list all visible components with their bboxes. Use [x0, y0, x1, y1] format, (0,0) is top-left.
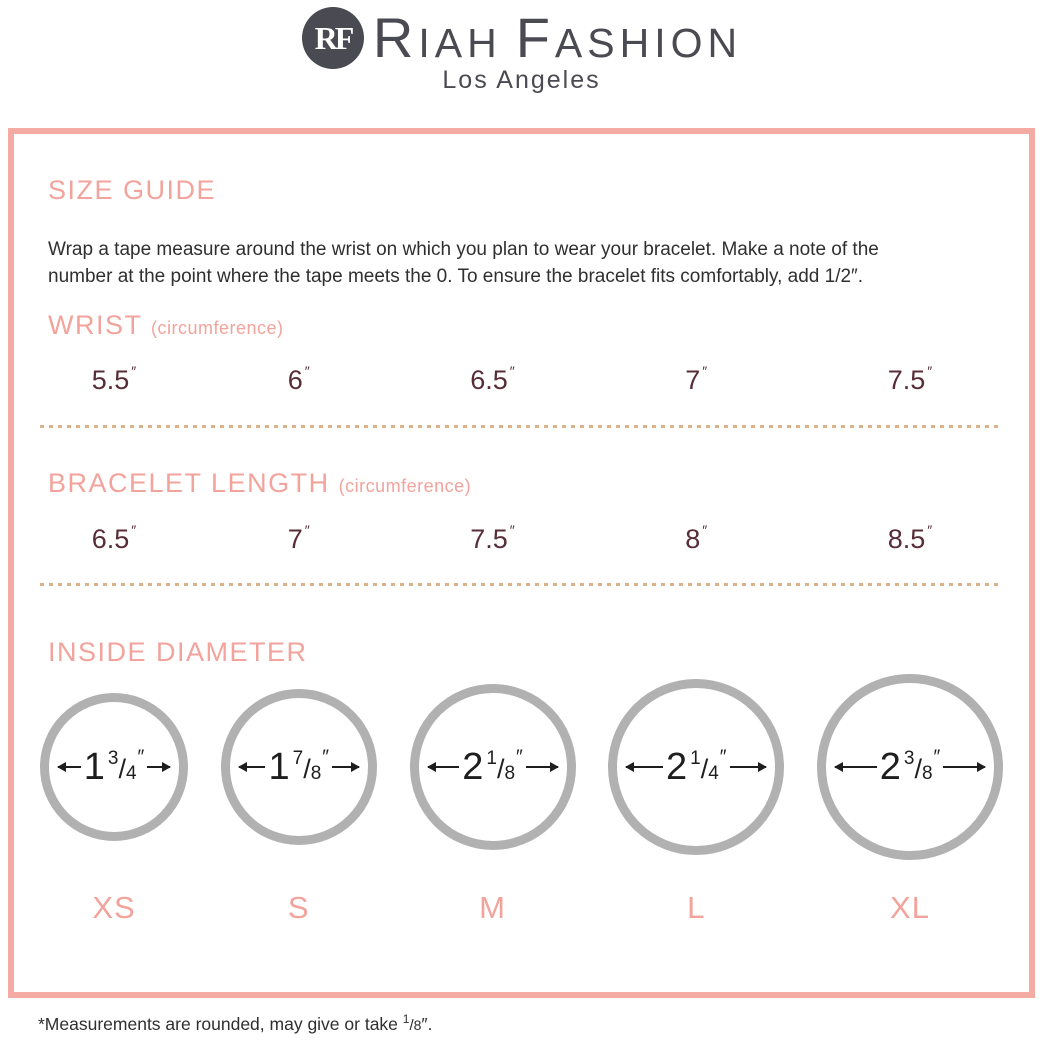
- inch-mark: ″: [702, 521, 708, 538]
- diameter-label: INSIDE DIAMETER: [48, 637, 308, 668]
- bracelet-value-text: 8.5: [887, 523, 926, 554]
- diameter-circle-cell: [221, 689, 377, 845]
- arrow-left-icon: [428, 766, 460, 768]
- footnote-fraction-denominator: 8: [413, 1017, 422, 1033]
- arrow-left-icon: [626, 766, 663, 768]
- brand-name-initial-1: R: [372, 6, 419, 69]
- fraction-slash: /: [914, 754, 922, 785]
- bracelet-value-text: 7.5: [470, 523, 508, 554]
- inch-mark: ″: [927, 363, 933, 380]
- inch-mark: ″: [131, 521, 137, 538]
- fraction-denominator: 8: [310, 763, 322, 785]
- fraction-numerator: 1: [690, 748, 701, 770]
- inch-mark: ″: [322, 747, 330, 769]
- diameter-circle-cell: [608, 679, 784, 855]
- wrist-value: [608, 364, 784, 396]
- inch-mark: ″: [702, 363, 708, 380]
- wrist-value-text: 6.5: [470, 365, 508, 396]
- intro-line-1: Wrap a tape measure around the wrist on which you plan to wear your bracelet. Make a note of the: [48, 238, 879, 260]
- brand-name-initial-2: F: [515, 6, 555, 69]
- diameter-measurement: [462, 746, 523, 789]
- arrow-right-icon: [943, 766, 985, 768]
- arrow-left-icon: [239, 766, 266, 768]
- bracelet-value: [817, 523, 1003, 555]
- fraction-slash: /: [700, 754, 709, 785]
- wrist-value: [410, 364, 576, 396]
- wrist-value-text: 5.5: [91, 365, 130, 396]
- diameter-circle-cell: [40, 693, 188, 841]
- dotted-divider: [40, 425, 1003, 428]
- fraction-numerator: 1: [486, 748, 497, 770]
- size-label-l: L: [687, 890, 706, 926]
- diameter-circle-xl: [817, 674, 1003, 860]
- measurement-whole: 2: [665, 746, 688, 789]
- wrist-value: [221, 364, 377, 396]
- bracelet-label: BRACELET LENGTH: [48, 468, 330, 499]
- brand-name: [372, 6, 743, 69]
- footnote-fraction-numerator: 1: [402, 1012, 410, 1026]
- brand-name-rest-1: IAH: [418, 20, 502, 66]
- size-label-s: S: [287, 890, 310, 926]
- fraction-numerator: 7: [292, 748, 304, 770]
- size-guide-box: [8, 128, 1035, 998]
- brand-subtitle: Los Angeles: [442, 66, 601, 94]
- wrist-value-text: 7: [685, 365, 701, 396]
- inch-mark: ″: [304, 363, 310, 380]
- size-guide-title: SIZE GUIDE: [48, 175, 217, 205]
- inch-mark: ″: [516, 747, 523, 769]
- wrist-value: [817, 364, 1003, 396]
- inch-mark: ″: [719, 747, 727, 769]
- inch-mark: ″: [927, 521, 933, 538]
- wrist-section-label: [48, 311, 1003, 341]
- diameter-circle-cell: [817, 674, 1003, 860]
- fraction-denominator: 8: [504, 763, 516, 785]
- measurement-whole: 1: [268, 746, 290, 789]
- footnote-suffix: ″.: [421, 1014, 433, 1034]
- intro-text: [48, 236, 1003, 290]
- footnote: [38, 1012, 1043, 1035]
- inch-mark: ″: [304, 521, 310, 538]
- fraction-slash: /: [118, 754, 126, 785]
- bracelet-value: [410, 523, 576, 555]
- brand-logo-icon: [301, 6, 365, 70]
- diameter-circle-cell: [410, 684, 576, 850]
- bracelet-value: [40, 523, 188, 555]
- brand-header: [0, 0, 1043, 95]
- wrist-value-text: 6: [287, 365, 303, 396]
- diameter-section-label: [48, 638, 1003, 668]
- wrist-values-row: [40, 364, 1003, 396]
- arrow-left-icon: [835, 766, 877, 768]
- bracelet-values-row: [40, 523, 1003, 555]
- fraction-denominator: 4: [125, 763, 137, 785]
- footnote-prefix: *Measurements are rounded, may give or take: [38, 1014, 403, 1034]
- measurement-whole: 1: [83, 746, 105, 789]
- brand-monogram: RF: [314, 20, 352, 56]
- size-label-m: M: [479, 890, 506, 926]
- bracelet-value: [608, 523, 784, 555]
- arrow-right-icon: [526, 766, 558, 768]
- size-labels-row: [40, 890, 1003, 926]
- fraction-denominator: 8: [921, 763, 933, 785]
- brand-name-rest-2: ASHION: [554, 20, 743, 66]
- diameter-circle-m: [410, 684, 576, 850]
- wrist-sublabel: (circumference): [151, 317, 284, 338]
- bracelet-value-text: 7: [287, 523, 303, 554]
- arrow-left-icon: [58, 766, 81, 768]
- diameter-measurement: [665, 746, 727, 789]
- arrow-right-icon: [730, 766, 767, 768]
- intro-line-2: number at the point where the tape meets the 0. To ensure the bracelet fits comfortably, add 1/2″.: [48, 265, 864, 287]
- inch-mark: ″: [933, 747, 941, 769]
- arrow-right-icon: [147, 766, 170, 768]
- diameter-circle-s: [221, 689, 377, 845]
- size-label-xs: XS: [92, 890, 136, 926]
- diameter-circles-row: [40, 674, 1003, 860]
- fraction-denominator: 4: [708, 763, 719, 785]
- bracelet-sublabel: (circumference): [338, 476, 472, 497]
- fraction-numerator: 3: [107, 748, 119, 770]
- arrow-right-icon: [332, 766, 359, 768]
- diameter-circle-xs: [40, 693, 188, 841]
- wrist-value: [40, 364, 188, 396]
- measurement-whole: 2: [879, 746, 901, 789]
- size-label-xl: XL: [890, 890, 930, 926]
- inch-mark: ″: [509, 521, 515, 538]
- inch-mark: ″: [131, 363, 137, 380]
- bracelet-value-text: 8: [685, 523, 701, 554]
- diameter-measurement: [879, 746, 941, 789]
- bracelet-section-label: [48, 469, 1003, 499]
- diameter-measurement: [268, 746, 330, 789]
- wrist-label: WRIST: [48, 309, 142, 340]
- fraction-slash: /: [303, 754, 311, 785]
- measurement-whole: 2: [462, 746, 484, 789]
- wrist-value-text: 7.5: [887, 365, 926, 396]
- bracelet-value: [221, 523, 377, 555]
- fraction-slash: /: [496, 754, 505, 785]
- dotted-divider: [40, 583, 1003, 586]
- diameter-measurement: [83, 746, 145, 789]
- brand-row: [0, 6, 1043, 70]
- fraction-numerator: 3: [903, 748, 915, 770]
- inch-mark: ″: [137, 747, 145, 769]
- inch-mark: ″: [509, 363, 515, 380]
- bracelet-value-text: 6.5: [91, 523, 130, 554]
- footnote-fraction-slash: /: [409, 1017, 414, 1034]
- diameter-circle-l: [608, 679, 784, 855]
